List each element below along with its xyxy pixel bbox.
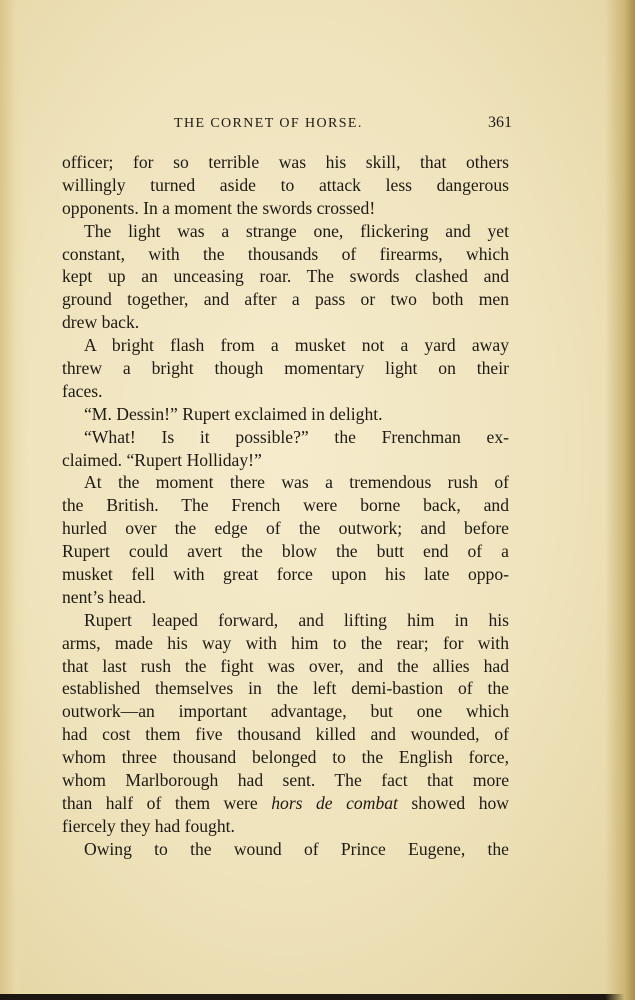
text-line: fiercely they had fought.: [62, 815, 235, 836]
text-line: [62, 792, 509, 815]
text-line: whom Marlborough had sent. The fact that more: [62, 770, 509, 791]
text-line: that last rush the fight was over, and the allies had: [62, 655, 509, 676]
text-line: outwork—an important advantage, but one which: [62, 701, 509, 722]
text-line: Rupert could avert the blow the butt end of a: [62, 541, 509, 562]
text-line: Rupert leaped forward, and lifting him in his: [84, 609, 509, 630]
text-line: whom three thousand belonged to the English force,: [62, 747, 509, 768]
running-title: THE CORNET OF HORSE.: [174, 116, 363, 131]
text-line: arms, made his way with him to the rear; for with: [62, 632, 509, 653]
text-line: musket fell with great force upon his late oppo-: [62, 564, 509, 585]
text-line: kept up an unceasing roar. The swords clashed and: [62, 266, 509, 287]
text-line: officer; for so terrible was his skill, that others: [62, 152, 509, 172]
text-line: drew back.: [62, 312, 140, 333]
text-line: Owing to the wound of Prince Eugene, the: [84, 838, 509, 859]
text-line: “What! Is it possible?” the Frenchman ex-: [84, 426, 509, 447]
page-header: [62, 112, 512, 138]
body-text: [62, 151, 509, 861]
text-line: A bright flash from a musket not a yard away: [84, 335, 509, 356]
text-line: faces.: [62, 380, 103, 401]
text-line: the British. The French were borne back, and: [62, 495, 509, 516]
text-line: At the moment there was a tremendous rush of: [84, 472, 509, 493]
text-line: hurled over the edge of the outwork; and before: [62, 518, 509, 539]
text-line: ground together, and after a pass or two both men: [62, 289, 509, 310]
text-run: showed how: [397, 792, 509, 813]
text-line: constant, with the thousands of firearms, which: [62, 243, 509, 264]
text-run: than half of them were: [62, 792, 258, 813]
text-line: established themselves in the left demi-bastion of the: [62, 678, 509, 699]
text-line: claimed. “Rupert Holliday!”: [62, 449, 262, 470]
text-line: “M. Dessin!” Rupert exclaimed in delight.: [84, 403, 383, 424]
text-line: The light was a strange one, flickering and yet: [84, 220, 509, 241]
page-bottom-edge: [0, 994, 635, 1000]
text-line: willingly turned aside to attack less dangerous: [62, 174, 509, 195]
text-line: opponents. In a moment the swords crossed!: [62, 197, 376, 218]
italic-phrase: hors de combat: [271, 792, 398, 813]
text-line: had cost them five thousand killed and wounded, of: [62, 724, 509, 745]
text-line: threw a bright though momentary light on their: [62, 358, 509, 379]
page-number: 361: [488, 114, 512, 131]
text-line: nent’s head.: [62, 586, 147, 607]
